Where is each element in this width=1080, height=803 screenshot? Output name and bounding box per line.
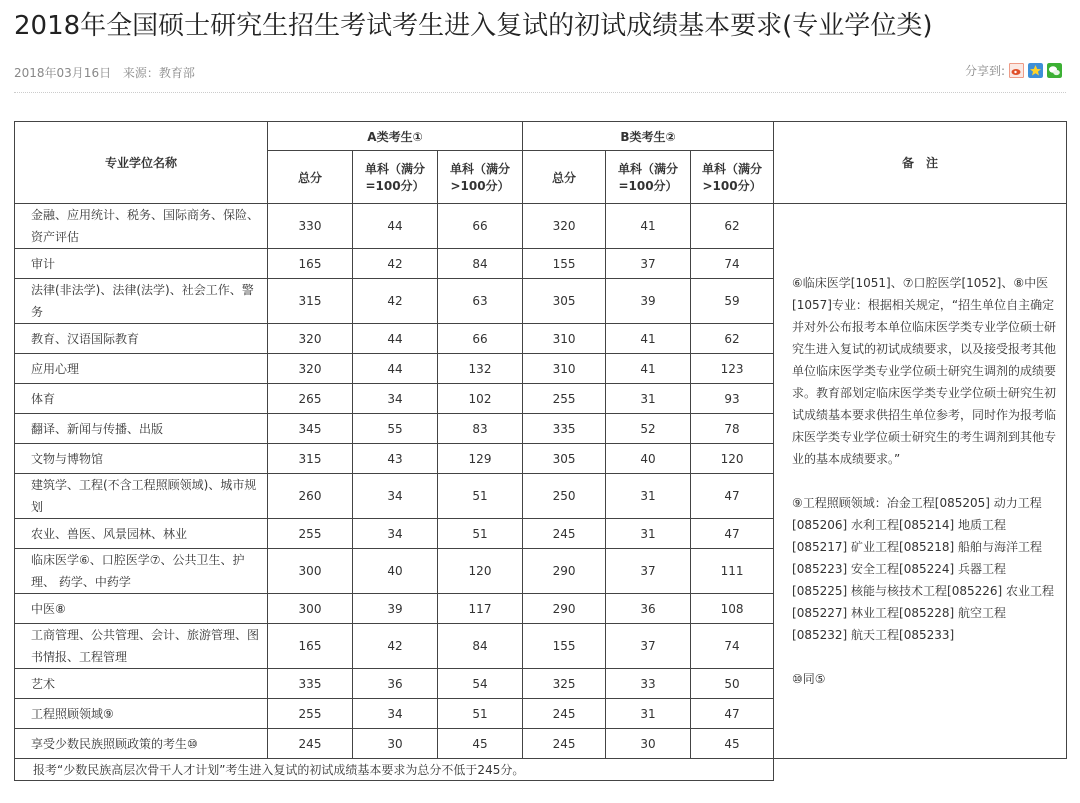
cell-a-2: 63 xyxy=(438,279,523,324)
share-label: 分享到: xyxy=(964,64,1005,78)
cell-b-1: 30 xyxy=(606,729,691,759)
cell-b-0: 305 xyxy=(523,444,606,474)
header-a-single-gt100: 单科（满分>100分） xyxy=(438,151,523,204)
score-table xyxy=(14,121,1067,781)
cell-a-0: 345 xyxy=(268,414,353,444)
cell-b-1: 39 xyxy=(606,279,691,324)
article-meta xyxy=(14,64,203,81)
cell-a-2: 66 xyxy=(438,324,523,354)
cell-b-1: 36 xyxy=(606,594,691,624)
share-bar xyxy=(965,62,1062,79)
cell-a-0: 320 xyxy=(268,354,353,384)
cell-a-0: 255 xyxy=(268,519,353,549)
cell-b-1: 37 xyxy=(606,249,691,279)
cell-a-0: 330 xyxy=(268,204,353,249)
cell-b-0: 245 xyxy=(523,519,606,549)
cell-b-1: 40 xyxy=(606,444,691,474)
cell-b-0: 245 xyxy=(523,699,606,729)
header-b-single-100: 单科（满分=100分） xyxy=(606,151,691,204)
header-b-total: 总分 xyxy=(523,151,606,204)
header-group-a: A类考生① xyxy=(268,122,523,151)
row-name: 工商管理、公共管理、会计、旅游管理、图书情报、工程管理 xyxy=(15,624,268,669)
cell-b-1: 31 xyxy=(606,384,691,414)
cell-b-1: 31 xyxy=(606,699,691,729)
cell-a-1: 34 xyxy=(353,699,438,729)
cell-b-1: 41 xyxy=(606,324,691,354)
cell-b-0: 310 xyxy=(523,324,606,354)
cell-a-0: 320 xyxy=(268,324,353,354)
cell-a-2: 132 xyxy=(438,354,523,384)
cell-a-1: 43 xyxy=(353,444,438,474)
cell-b-1: 41 xyxy=(606,204,691,249)
cell-b-1: 31 xyxy=(606,519,691,549)
cell-a-1: 36 xyxy=(353,669,438,699)
header-group-b: B类考生② xyxy=(523,122,774,151)
row-name: 艺术 xyxy=(15,669,268,699)
cell-b-0: 255 xyxy=(523,384,606,414)
row-name: 文物与博物馆 xyxy=(15,444,268,474)
cell-a-2: 54 xyxy=(438,669,523,699)
cell-a-2: 66 xyxy=(438,204,523,249)
cell-a-1: 44 xyxy=(353,354,438,384)
cell-b-2: 74 xyxy=(691,624,774,669)
row-name: 审计 xyxy=(15,249,268,279)
cell-b-2: 78 xyxy=(691,414,774,444)
cell-a-1: 44 xyxy=(353,204,438,249)
cell-a-1: 42 xyxy=(353,279,438,324)
wechat-icon[interactable] xyxy=(1047,63,1062,78)
row-name: 体育 xyxy=(15,384,268,414)
cell-a-2: 102 xyxy=(438,384,523,414)
cell-a-0: 245 xyxy=(268,729,353,759)
row-name: 临床医学⑥、口腔医学⑦、公共卫生、护理、 药学、中药学 xyxy=(15,549,268,594)
cell-a-2: 84 xyxy=(438,624,523,669)
notes-cell xyxy=(774,204,1067,759)
cell-a-0: 315 xyxy=(268,279,353,324)
note-paragraph: ⑩同⑤ xyxy=(792,672,826,686)
row-name: 中医⑧ xyxy=(15,594,268,624)
publish-date: 2018年03月16日 xyxy=(14,66,112,80)
cell-b-2: 50 xyxy=(691,669,774,699)
cell-b-2: 93 xyxy=(691,384,774,414)
cell-a-1: 34 xyxy=(353,519,438,549)
cell-a-0: 315 xyxy=(268,444,353,474)
cell-a-1: 30 xyxy=(353,729,438,759)
cell-b-1: 52 xyxy=(606,414,691,444)
cell-b-2: 47 xyxy=(691,699,774,729)
cell-b-2: 74 xyxy=(691,249,774,279)
cell-a-0: 300 xyxy=(268,594,353,624)
cell-b-2: 59 xyxy=(691,279,774,324)
cell-b-2: 47 xyxy=(691,474,774,519)
cell-b-2: 120 xyxy=(691,444,774,474)
cell-b-0: 290 xyxy=(523,594,606,624)
cell-b-2: 47 xyxy=(691,519,774,549)
cell-a-0: 335 xyxy=(268,669,353,699)
cell-a-2: 51 xyxy=(438,519,523,549)
cell-a-0: 165 xyxy=(268,624,353,669)
cell-b-2: 108 xyxy=(691,594,774,624)
cell-a-0: 255 xyxy=(268,699,353,729)
table-row xyxy=(15,204,1067,249)
cell-b-0: 245 xyxy=(523,729,606,759)
cell-a-1: 39 xyxy=(353,594,438,624)
note-paragraph: ⑨工程照顾领域：冶金工程[085205] 动力工程[085206] 水利工程[085214] 地质工程[085217] 矿业工程[085218] 船舶与海洋工程[085223] 安全工程[085224] 兵器工程[085225] 核能与核技术工程[085226] 农业工程[085227] 林业工程[085228] 航空工程[085232] 航天工程[085233] xyxy=(792,496,1055,642)
note-gap xyxy=(792,470,1056,492)
cell-a-1: 42 xyxy=(353,624,438,669)
cell-b-0: 335 xyxy=(523,414,606,444)
cell-a-0: 300 xyxy=(268,549,353,594)
cell-a-2: 129 xyxy=(438,444,523,474)
cell-b-1: 41 xyxy=(606,354,691,384)
cell-b-0: 320 xyxy=(523,204,606,249)
cell-b-0: 305 xyxy=(523,279,606,324)
cell-a-2: 120 xyxy=(438,549,523,594)
cell-b-1: 37 xyxy=(606,549,691,594)
cell-a-2: 45 xyxy=(438,729,523,759)
cell-a-1: 40 xyxy=(353,549,438,594)
cell-b-0: 290 xyxy=(523,549,606,594)
cell-a-2: 51 xyxy=(438,699,523,729)
divider xyxy=(14,92,1066,93)
row-name: 建筑学、工程(不含工程照顾领域)、城市规划 xyxy=(15,474,268,519)
cell-b-0: 325 xyxy=(523,669,606,699)
cell-a-1: 42 xyxy=(353,249,438,279)
qzone-icon[interactable] xyxy=(1028,63,1043,78)
cell-b-2: 62 xyxy=(691,324,774,354)
footer-note: 报考“少数民族高层次骨干人才计划”考生进入复试的初试成绩基本要求为总分不低于245分。 xyxy=(15,759,774,781)
cell-a-2: 84 xyxy=(438,249,523,279)
row-name: 法律(非法学)、法律(法学)、社会工作、警务 xyxy=(15,279,268,324)
header-name: 专业学位名称 xyxy=(15,122,268,204)
header-notes: 备 注 xyxy=(774,122,1067,204)
cell-b-1: 37 xyxy=(606,624,691,669)
header-a-total: 总分 xyxy=(268,151,353,204)
note-gap xyxy=(792,646,1056,668)
cell-b-0: 155 xyxy=(523,624,606,669)
row-name: 工程照顾领域⑨ xyxy=(15,699,268,729)
cell-b-2: 123 xyxy=(691,354,774,384)
cell-a-2: 83 xyxy=(438,414,523,444)
cell-b-2: 111 xyxy=(691,549,774,594)
cell-b-1: 33 xyxy=(606,669,691,699)
cell-a-0: 260 xyxy=(268,474,353,519)
header-a-single-100: 单科（满分=100分） xyxy=(353,151,438,204)
row-name: 农业、兽医、风景园林、林业 xyxy=(15,519,268,549)
note-paragraph: ⑥临床医学[1051]、⑦口腔医学[1052]、⑧中医[1057]专业：根据相关规定，“招生单位自主确定并对外公布报考本单位临床医学类专业学位硕士研究生进入复试的初试成绩要求，以及接受报考其他单位临床医学类专业学位硕士研究生调剂的成绩要求。教育部划定临床医学类专业学位硕士研究生初试成绩基本要求供招生单位参考，同时作为报考临床医学类专业学位硕士研究生的考生调剂到其他专业的基本成绩要求。” xyxy=(792,276,1057,466)
cell-a-0: 265 xyxy=(268,384,353,414)
cell-b-1: 31 xyxy=(606,474,691,519)
cell-b-2: 45 xyxy=(691,729,774,759)
cell-a-1: 44 xyxy=(353,324,438,354)
cell-b-0: 250 xyxy=(523,474,606,519)
row-name: 享受少数民族照顾政策的考生⑩ xyxy=(15,729,268,759)
header-b-single-gt100: 单科（满分>100分） xyxy=(691,151,774,204)
page-title: 2018年全国硕士研究生招生考试考生进入复试的初试成绩基本要求(专业学位类) xyxy=(14,11,933,41)
row-name: 金融、应用统计、税务、国际商务、保险、 资产评估 xyxy=(15,204,268,249)
cell-a-0: 165 xyxy=(268,249,353,279)
cell-a-2: 117 xyxy=(438,594,523,624)
cell-b-2: 62 xyxy=(691,204,774,249)
cell-b-0: 310 xyxy=(523,354,606,384)
article-source: 来源：教育部 xyxy=(122,66,195,80)
row-name: 翻译、新闻与传播、出版 xyxy=(15,414,268,444)
cell-a-1: 34 xyxy=(353,474,438,519)
cell-a-1: 55 xyxy=(353,414,438,444)
weibo-icon[interactable] xyxy=(1009,63,1024,78)
row-name: 应用心理 xyxy=(15,354,268,384)
cell-a-2: 51 xyxy=(438,474,523,519)
cell-a-1: 34 xyxy=(353,384,438,414)
row-name: 教育、汉语国际教育 xyxy=(15,324,268,354)
cell-b-0: 155 xyxy=(523,249,606,279)
